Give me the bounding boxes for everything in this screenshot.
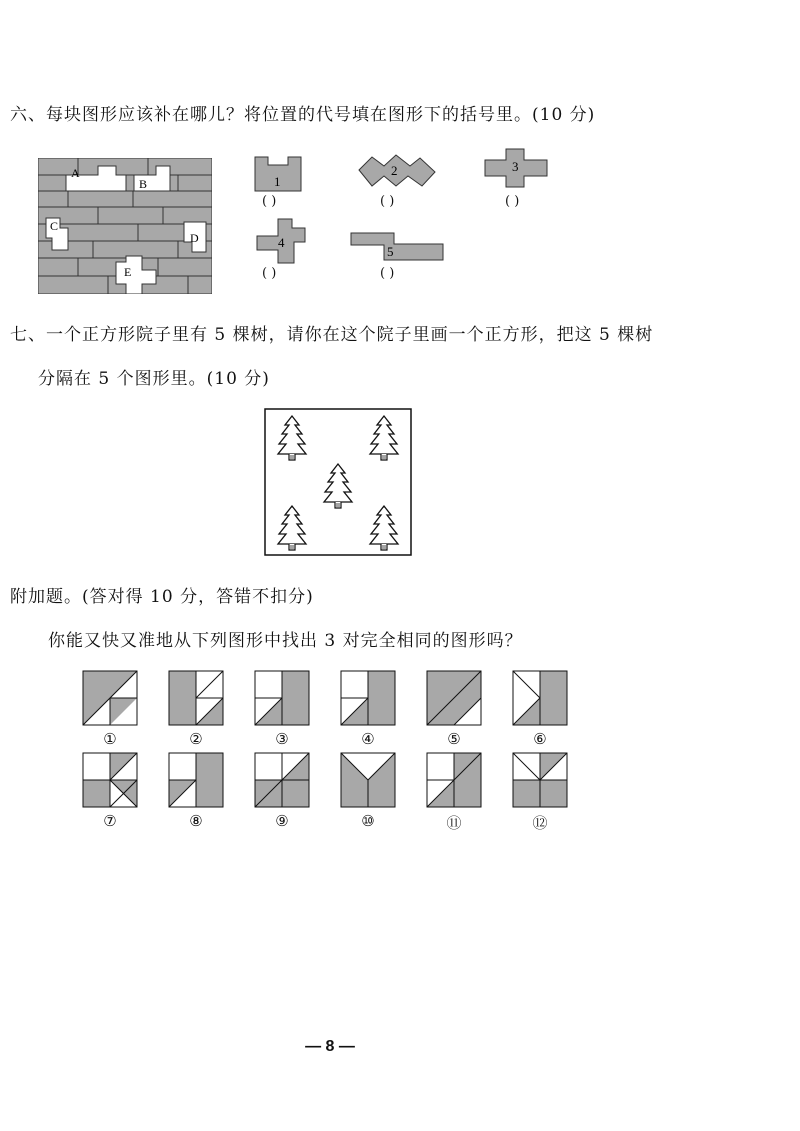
- figure-label-6: ⑥: [533, 730, 547, 748]
- piece-3-label: 3: [512, 159, 519, 174]
- figure-label-7: ⑦: [103, 812, 117, 830]
- bonus-title: 附加题。(答对得 10 分，答错不扣分): [10, 587, 314, 607]
- section7-line2: 分隔在 5 个图形里。(10 分): [38, 369, 270, 389]
- piece-4-label: 4: [278, 235, 285, 250]
- figure-label-10: ⑩: [361, 812, 375, 830]
- yard-figure[interactable]: [264, 408, 412, 556]
- figure-label-3: ③: [275, 730, 289, 748]
- piece-5-shape: [350, 232, 444, 262]
- figure-square-9[interactable]: [254, 752, 310, 808]
- piece-5-answer[interactable]: ( ): [380, 266, 395, 281]
- section6-title: 六、每块图形应该补在哪儿？将位置的代号填在图形下的括号里。(10 分): [10, 105, 596, 125]
- figure-square-7[interactable]: [82, 752, 138, 808]
- figure-square-11[interactable]: [426, 752, 482, 808]
- piece-3-answer[interactable]: ( ): [505, 194, 520, 209]
- figure-square-8[interactable]: [168, 752, 224, 808]
- figure-label-2: ②: [189, 730, 203, 748]
- wall-label-a: A: [71, 166, 80, 180]
- piece-1-label: 1: [274, 174, 281, 189]
- figure-square-12[interactable]: [512, 752, 568, 808]
- figure-label-1: ①: [103, 730, 117, 748]
- figure-square-1[interactable]: [82, 670, 138, 726]
- figure-label-11: ⑪: [446, 814, 462, 832]
- figure-square-2[interactable]: [168, 670, 224, 726]
- figure-label-5: ⑤: [447, 730, 461, 748]
- section7-line1: 七、一个正方形院子里有 5 棵树，请你在这个院子里画一个正方形，把这 5 棵树: [10, 325, 654, 345]
- page-number: — 8 —: [305, 1038, 355, 1055]
- piece-1-answer[interactable]: ( ): [262, 194, 277, 209]
- piece-2-label: 2: [391, 163, 398, 178]
- figure-square-3[interactable]: [254, 670, 310, 726]
- piece-3-shape: [484, 148, 548, 188]
- piece-5-label: 5: [387, 244, 394, 259]
- figure-label-4: ④: [361, 730, 375, 748]
- figure-square-4[interactable]: [340, 670, 396, 726]
- figure-label-9: ⑨: [275, 812, 289, 830]
- piece-4-shape: [256, 218, 306, 264]
- wall-label-e: E: [124, 265, 132, 279]
- piece-4-answer[interactable]: ( ): [262, 266, 277, 281]
- brick-wall-figure: [38, 158, 212, 294]
- figure-label-8: ⑧: [189, 812, 203, 830]
- figure-label-12: ⑫: [532, 814, 548, 832]
- wall-label-c: C: [50, 219, 59, 233]
- wall-label-b: B: [139, 177, 148, 191]
- piece-1-shape: [254, 156, 302, 192]
- piece-2-shape: [358, 152, 436, 188]
- bonus-question: 你能又快又准地从下列图形中找出 3 对完全相同的图形吗？: [48, 631, 523, 651]
- figure-square-10[interactable]: [340, 752, 396, 808]
- figure-square-6[interactable]: [512, 670, 568, 726]
- piece-2-answer[interactable]: ( ): [380, 194, 395, 209]
- figure-square-5[interactable]: [426, 670, 482, 726]
- wall-label-d: D: [190, 231, 199, 245]
